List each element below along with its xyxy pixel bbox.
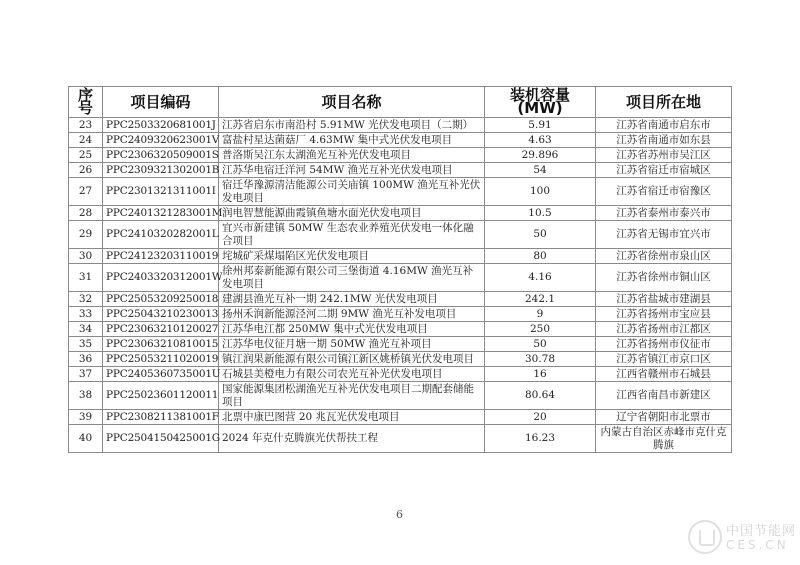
cell-capacity: 9 (485, 307, 596, 322)
cell-name: 宿迁华豫源清洁能源公司关庙镇 100MW 渔光互补光伏发电项目 (219, 178, 485, 206)
cell-no: 39 (69, 410, 103, 425)
cell-code: PPC2309321302001B (103, 163, 219, 178)
cell-no: 26 (69, 163, 103, 178)
cell-name: 江苏省启东市南沿村 5.91MW 光伏发电项目（二期） (219, 118, 485, 133)
cell-code: PPC2405360735001U (103, 367, 219, 382)
cell-capacity: 4.16 (485, 264, 596, 292)
cell-capacity: 80.64 (485, 382, 596, 410)
cell-name: 镇江润果新能源有限公司镇江新区姚桥镇光伏发电项目 (219, 352, 485, 367)
cell-location: 江苏省苏州市吴江区 (596, 148, 732, 163)
ces-logo-icon (688, 520, 722, 554)
project-table (68, 86, 732, 453)
cell-name: 润电智慧能源曲霞镇鱼塘水面光伏发电项目 (219, 206, 485, 221)
cell-location: 江苏省徐州市泉山区 (596, 249, 732, 264)
cell-name: 江苏华电宿迁洋河 54MW 渔光互补光伏发电项目 (219, 163, 485, 178)
cell-code: PPC2306320509001S (103, 148, 219, 163)
table-row (69, 292, 732, 307)
cell-name: 普洛斯吴江东太湖渔光互补光伏发电项目 (219, 148, 485, 163)
table-row (69, 367, 732, 382)
cell-no: 31 (69, 264, 103, 292)
header-capacity: 装机容量(MW) (485, 87, 596, 118)
cell-capacity: 10.5 (485, 206, 596, 221)
cell-capacity: 250 (485, 322, 596, 337)
cell-location: 江苏省无锡市宜兴市 (596, 221, 732, 249)
cell-location: 江苏省扬州市江都区 (596, 322, 732, 337)
cell-location: 江苏省扬州市仪征市 (596, 337, 732, 352)
cell-no: 25 (69, 148, 103, 163)
cell-no: 40 (69, 425, 103, 453)
table-row (69, 178, 732, 206)
cell-code: PPC23063210810015 (103, 337, 219, 352)
table-row (69, 352, 732, 367)
cell-capacity: 100 (485, 178, 596, 206)
cell-code: PPC2410320282001L (103, 221, 219, 249)
cell-no: 28 (69, 206, 103, 221)
cell-capacity: 80 (485, 249, 596, 264)
cell-capacity: 16 (485, 367, 596, 382)
table-row (69, 425, 732, 453)
cell-location: 内蒙古自治区赤峰市克什克腾旗 (596, 425, 732, 453)
cell-code: PPC23063210120027 (103, 322, 219, 337)
cell-code: PPC25053209250018 (103, 292, 219, 307)
cell-name: 扬州禾润新能源泾河二期 9MW 渔光互补发电项目 (219, 307, 485, 322)
cell-capacity: 54 (485, 163, 596, 178)
table-row (69, 337, 732, 352)
cell-location: 江苏省扬州市宝应县 (596, 307, 732, 322)
cell-name: 石城县美橙电力有限公司农光互补光伏发电项目 (219, 367, 485, 382)
table-row (69, 163, 732, 178)
cell-location: 江苏省南通市启东市 (596, 118, 732, 133)
cell-name: 富盐村星达菌菇厂 4.63MW 集中式光伏发电项目 (219, 133, 485, 148)
cell-no: 30 (69, 249, 103, 264)
table-header-row (69, 87, 732, 118)
cell-capacity: 16.23 (485, 425, 596, 453)
table-row (69, 264, 732, 292)
table-row (69, 307, 732, 322)
cell-no: 24 (69, 133, 103, 148)
table-row (69, 133, 732, 148)
cell-capacity: 4.63 (485, 133, 596, 148)
cell-capacity: 5.91 (485, 118, 596, 133)
cell-capacity: 20 (485, 410, 596, 425)
cell-name: 国家能源集团松湖渔光互补光伏发电项目二期配套储能项目 (219, 382, 485, 410)
page-number: 6 (396, 508, 403, 521)
cell-location: 江苏省宿迁市宿城区 (596, 163, 732, 178)
cell-no: 27 (69, 178, 103, 206)
cell-name: 垞城矿采煤塌陷区光伏发电项目 (219, 249, 485, 264)
table-row (69, 322, 732, 337)
watermark-cn-text: 中国节能网 (726, 524, 797, 539)
cell-location: 江西省赣州市石城县 (596, 367, 732, 382)
cell-no: 35 (69, 337, 103, 352)
cell-name: 江苏华电江都 250MW 集中式光伏发电项目 (219, 322, 485, 337)
cell-code: PPC2401321283001M (103, 206, 219, 221)
table-row (69, 206, 732, 221)
table-row (69, 118, 732, 133)
cell-location: 江苏省宿迁市宿豫区 (596, 178, 732, 206)
table-row (69, 221, 732, 249)
cell-name: 2024 年克什克腾旗光伏帮扶工程 (219, 425, 485, 453)
cell-code: PPC2409320623001V (103, 133, 219, 148)
cell-code: PPC2301321311001I (103, 178, 219, 206)
cell-capacity: 30.78 (485, 352, 596, 367)
cell-code: PPC2308211381001F (103, 410, 219, 425)
cell-code: PPC2403320312001W (103, 264, 219, 292)
cell-no: 37 (69, 367, 103, 382)
table-row (69, 382, 732, 410)
cell-no: 29 (69, 221, 103, 249)
cell-capacity: 242.1 (485, 292, 596, 307)
cell-location: 辽宁省朝阳市北票市 (596, 410, 732, 425)
cell-name: 北票中康巴图营 20 兆瓦光伏发电项目 (219, 410, 485, 425)
cell-location: 江苏省徐州市铜山区 (596, 264, 732, 292)
cell-name: 宜兴市新建镇 50MW 生态农业养殖光伏发电一体化融合项目 (219, 221, 485, 249)
header-name: 项目名称 (219, 87, 485, 118)
header-no: 序号 (69, 87, 103, 118)
cell-code: PPC25023601120011 (103, 382, 219, 410)
cell-name: 徐州邦泰新能源有限公司三堡街道 4.16MW 渔光互补发电项目 (219, 264, 485, 292)
cell-code: PPC25053211020019 (103, 352, 219, 367)
cell-code: PPC25043210230013 (103, 307, 219, 322)
header-location: 项目所在地 (596, 87, 732, 118)
cell-capacity: 50 (485, 337, 596, 352)
watermark (686, 518, 796, 560)
cell-no: 33 (69, 307, 103, 322)
header-code: 项目编码 (103, 87, 219, 118)
cell-no: 23 (69, 118, 103, 133)
cell-name: 建湖县渔光互补一期 242.1MW 光伏发电项目 (219, 292, 485, 307)
watermark-en-text: CES.CN (726, 538, 789, 552)
cell-no: 34 (69, 322, 103, 337)
cell-no: 38 (69, 382, 103, 410)
table-row (69, 410, 732, 425)
cell-capacity: 50 (485, 221, 596, 249)
cell-location: 江苏省泰州市泰兴市 (596, 206, 732, 221)
table-row (69, 148, 732, 163)
cell-location: 江苏省镇江市京口区 (596, 352, 732, 367)
cell-location: 江苏省盐城市建湖县 (596, 292, 732, 307)
cell-code: PPC2504150425001G (103, 425, 219, 453)
table-row (69, 249, 732, 264)
cell-location: 江西省南昌市新建区 (596, 382, 732, 410)
cell-code: PPC24123203110019 (103, 249, 219, 264)
cell-no: 32 (69, 292, 103, 307)
cell-name: 江苏华电仪征月塘一期 50MW 渔光互补项目 (219, 337, 485, 352)
cell-code: PPC2503320681001J (103, 118, 219, 133)
cell-no: 36 (69, 352, 103, 367)
cell-capacity: 29.896 (485, 148, 596, 163)
cell-location: 江苏省南通市如东县 (596, 133, 732, 148)
